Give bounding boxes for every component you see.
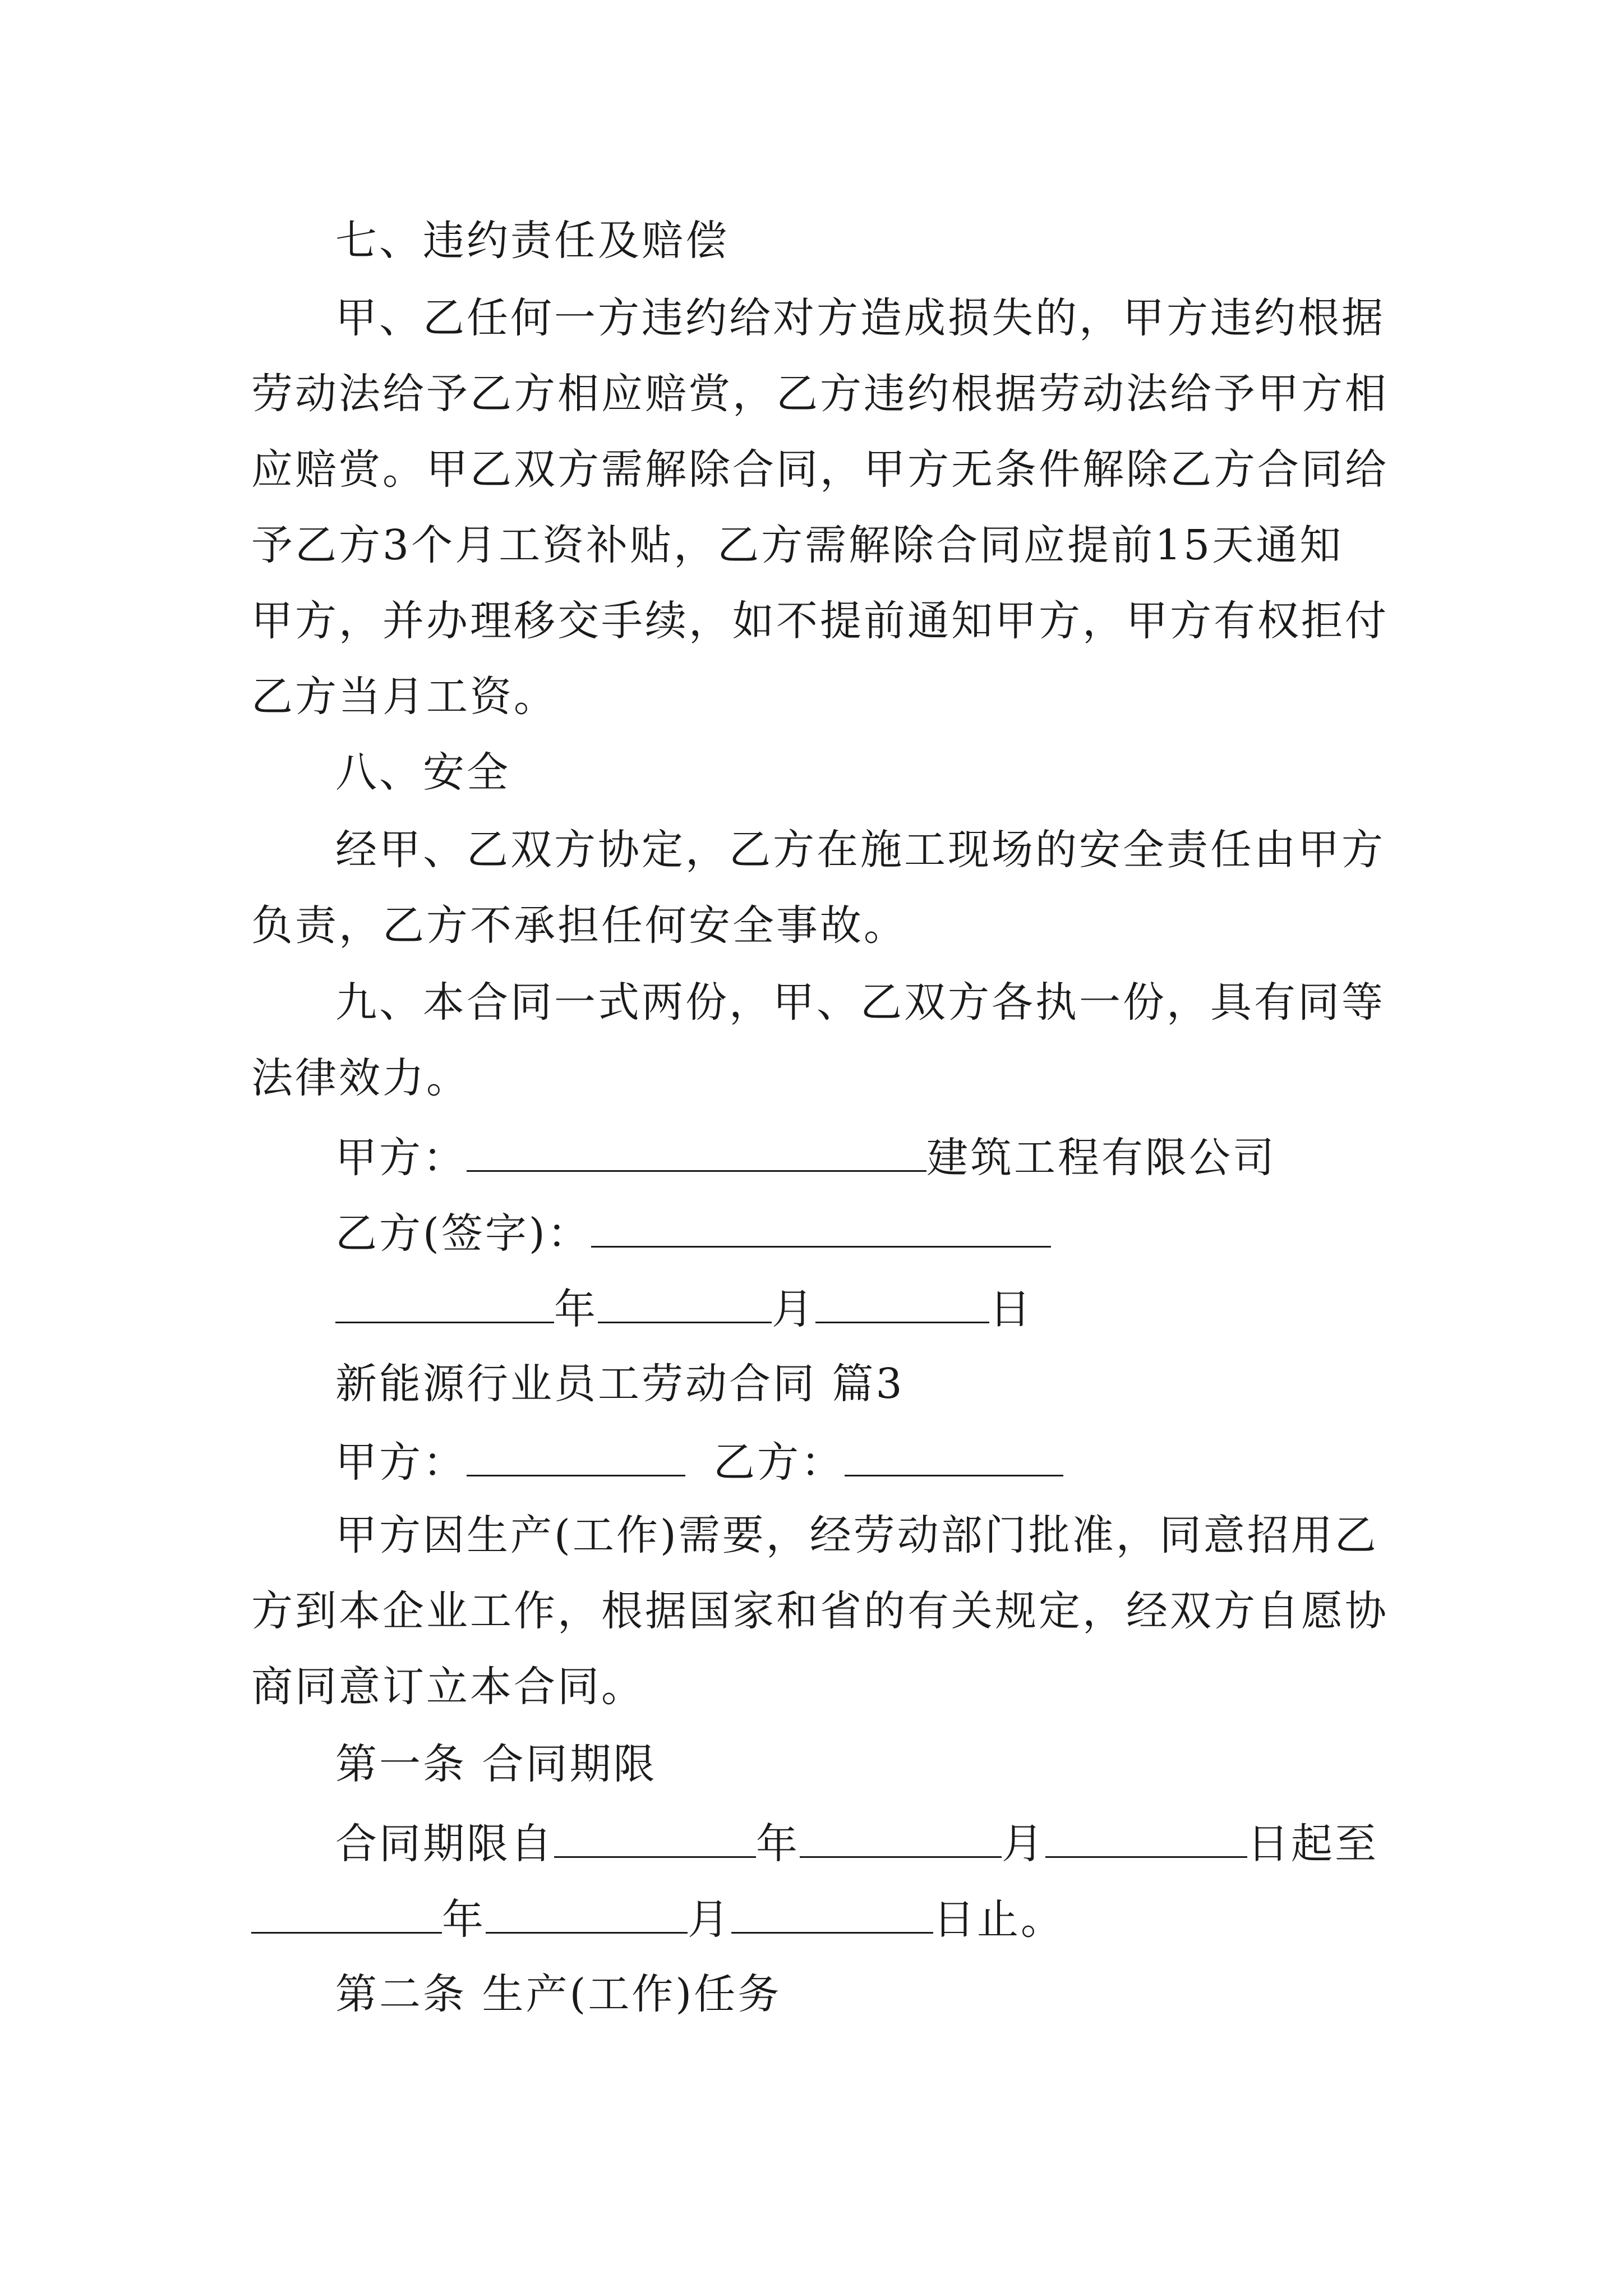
end-month-label: 月 bbox=[688, 1895, 731, 1944]
c3-party-a-label: 甲方： bbox=[335, 1438, 467, 1487]
contract-3-intro-line: 方到本企业工作，根据国家和省的有关规定，经双方自愿协 bbox=[251, 1587, 1389, 1635]
c3-party-b-blank bbox=[845, 1439, 1063, 1476]
section-7-heading: 七、违约责任及赔偿 bbox=[335, 217, 729, 265]
day-blank bbox=[815, 1286, 989, 1323]
signature-date-row bbox=[335, 1285, 1033, 1333]
party-a-name-blank bbox=[467, 1134, 926, 1172]
start-year-blank bbox=[554, 1820, 756, 1858]
day-label: 日 bbox=[989, 1285, 1033, 1333]
section-7-paragraph-line: 甲方，并办理移交手续，如不提前通知甲方，甲方有权拒付 bbox=[251, 597, 1389, 645]
signature-party-a-row bbox=[335, 1134, 1276, 1182]
start-month-blank bbox=[800, 1820, 1002, 1858]
party-a-company: 建筑工程有限公司 bbox=[926, 1134, 1276, 1182]
start-day-blank bbox=[1045, 1820, 1247, 1858]
party-b-label: 乙方(签字)： bbox=[335, 1209, 591, 1258]
section-7-paragraph-line: 予乙方3个月工资补贴，乙方需解除合同应提前15天通知 bbox=[251, 521, 1344, 569]
end-year-blank bbox=[251, 1896, 442, 1934]
party-a-label: 甲方： bbox=[335, 1134, 467, 1182]
month-label: 月 bbox=[772, 1285, 815, 1333]
term-start-end-text: 日起至 bbox=[1247, 1820, 1378, 1868]
end-year-label: 年 bbox=[442, 1895, 486, 1944]
start-year-label: 年 bbox=[756, 1820, 800, 1868]
contract-3-parties-row bbox=[335, 1438, 1063, 1487]
term-start-text: 合同期限自 bbox=[335, 1820, 554, 1868]
contract-3-title: 新能源行业员工劳动合同 篇3 bbox=[335, 1360, 905, 1408]
contract-3-intro-line: 商同意订立本合同。 bbox=[251, 1663, 645, 1711]
article-2-heading: 第二条 生产(工作)任务 bbox=[335, 1970, 782, 2018]
month-blank bbox=[598, 1286, 772, 1323]
end-day-blank bbox=[731, 1896, 933, 1934]
article-1-term-line-1 bbox=[335, 1820, 1378, 1868]
section-8-paragraph-line: 经甲、乙双方协定，乙方在施工现场的安全责任由甲方 bbox=[335, 826, 1385, 874]
term-end-text: 日止。 bbox=[933, 1895, 1064, 1944]
year-label: 年 bbox=[554, 1285, 598, 1333]
section-7-paragraph-line: 乙方当月工资。 bbox=[251, 673, 557, 721]
section-7-paragraph-line: 应赔赏。甲乙双方需解除合同，甲方无条件解除乙方合同给 bbox=[251, 445, 1389, 494]
article-1-term-line-2 bbox=[251, 1895, 1064, 1944]
year-blank bbox=[335, 1286, 554, 1323]
contract-3-intro-line: 甲方因生产(工作)需要，经劳动部门批准，同意招用乙 bbox=[335, 1511, 1378, 1559]
end-month-blank bbox=[486, 1896, 688, 1934]
section-8-heading: 八、安全 bbox=[335, 748, 510, 797]
section-9-paragraph-line: 九、本合同一式两份，甲、乙双方各执一份，具有同等 bbox=[335, 978, 1385, 1027]
section-7-paragraph-line: 劳动法给予乙方相应赔赏，乙方违约根据劳动法给予甲方相 bbox=[251, 370, 1389, 418]
section-7-paragraph-line: 甲、乙任何一方违约给对方造成损失的，甲方违约根据 bbox=[335, 294, 1385, 342]
section-9-paragraph-line: 法律效力。 bbox=[251, 1054, 470, 1102]
signature-party-b-row bbox=[335, 1209, 1051, 1258]
article-1-heading: 第一条 合同期限 bbox=[335, 1740, 657, 1788]
c3-party-b-label: 乙方： bbox=[713, 1438, 845, 1487]
party-b-signature-blank bbox=[591, 1210, 1051, 1248]
start-month-label: 月 bbox=[1002, 1820, 1045, 1868]
section-8-paragraph-line: 负责，乙方不承担任何安全事故。 bbox=[251, 901, 907, 950]
c3-party-a-blank bbox=[467, 1439, 685, 1476]
